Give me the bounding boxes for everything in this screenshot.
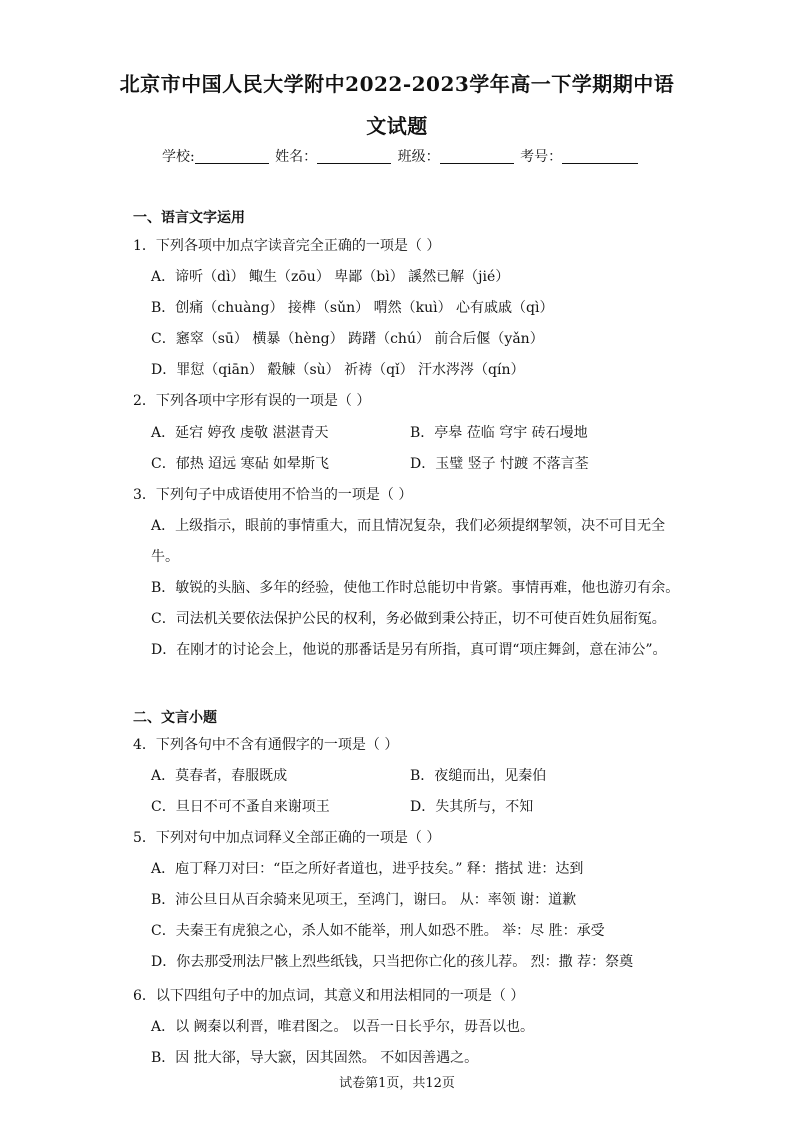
exam-title-line2: 文试题	[366, 114, 428, 138]
question-1-option-a: A．谛听（dì） 鲰生（zōu） 卑鄙（bì） 謑然已解（jié）	[151, 269, 510, 285]
class-blank[interactable]	[440, 149, 514, 164]
question-4-option-c: C．旦日不可不蚤自来谢项王	[151, 799, 330, 815]
question-2-stem: 2．下列各项中字形有误的一项是（ ）	[133, 393, 371, 409]
section2-heading: 二、文言小题	[133, 710, 217, 726]
question-3-option-c: C．司法机关要依法保护公民的权利，务必做到秉公持正，切不可使百姓负屈衔冤。	[151, 611, 666, 627]
name-label: 姓名：	[275, 149, 318, 165]
question-5-option-d: D．你去那受刑法尸骸上烈些纸钱，只当把你亡化的孩儿荐。 烈：撒 荐：祭奠	[151, 954, 634, 970]
question-3-option-a: A．上级指示，眼前的事情重大，而且情况复杂，我们必须提纲挈领，决不可目无全	[151, 518, 666, 534]
question-4-option-b: B．夜缒而出，见秦伯	[410, 768, 547, 784]
exam-title-line1: 北京市中国人民大学附中2022-2023学年高一下学期期中语	[119, 72, 675, 96]
question-3-option-b: B．敏锐的头脑、多年的经验，使他工作时总能切中肯綮。事情再难，他也游刃有余。	[151, 580, 680, 596]
question-4-stem: 4．下列各句中不含有通假字的一项是（ ）	[133, 737, 399, 753]
question-3-option-d: D．在刚才的讨论会上，他说的那番话是另有所指，真可谓“项庄舞剑，意在沛公”。	[151, 642, 667, 658]
question-1-stem: 1．下列各项中加点字读音完全正确的一项是（ ）	[133, 238, 441, 254]
section1-heading: 一、语言文字运用	[133, 210, 245, 226]
school-label: 学校:	[162, 149, 195, 165]
question-5-option-b: B．沛公旦日从百余骑来见项王，至鸿门，谢曰。 从：率领 谢：道歉	[151, 892, 577, 908]
question-3-stem: 3．下列句子中成语使用不恰当的一项是（ ）	[133, 487, 413, 503]
class-label: 班级：	[397, 149, 440, 165]
question-4-option-d: D．失其所与，不知	[410, 799, 534, 815]
question-3-option-a-cont: 牛。	[151, 549, 179, 565]
question-4-option-a: A．莫春者，春服既成	[151, 768, 288, 784]
name-blank[interactable]	[317, 149, 391, 164]
question-2-option-b: B．亭皋 莅临 穹宇 砖石墁地	[410, 425, 588, 441]
number-blank[interactable]	[562, 149, 638, 164]
question-1-option-d: D．罪愆（qiān） 觳觫（sù） 祈祷（qǐ） 汗水涔涔（qín）	[151, 362, 525, 378]
question-5-option-a: A．庖丁释刀对曰：“臣之所好者道也，进乎技矣。” 释：揩拭 进：达到	[151, 861, 584, 877]
school-blank[interactable]	[195, 149, 269, 164]
question-6-option-a: A．以 阙秦以利晋，唯君图之。 以吾一日长乎尔，毋吾以也。	[151, 1019, 535, 1035]
question-6-option-b: B．因 批大郤，导大窾，因其固然。 不如因善遇之。	[151, 1050, 479, 1066]
student-info-line	[162, 146, 640, 166]
question-2-option-d: D．玉璧 竖子 忖踱 不落言荃	[410, 456, 589, 472]
question-6-stem: 6．以下四组句子中的加点词，其意义和用法相同的一项是（ ）	[133, 988, 525, 1004]
question-5-option-c: C．夫秦王有虎狼之心，杀人如不能举，刑人如恐不胜。 举：尽 胜：承受	[151, 923, 605, 939]
question-2-option-a: A．延宕 婷孜 虔敬 湛湛青天	[151, 425, 329, 441]
number-label: 考号：	[520, 149, 563, 165]
page-footer: 试卷第1页，共12页	[339, 1076, 455, 1091]
question-1-option-c: C．窸窣（sū） 横暴（hèng） 踌躇（chú） 前合后偃（yǎn）	[151, 331, 544, 347]
question-5-stem: 5．下列对句中加点词释义全部正确的一项是（ ）	[133, 830, 441, 846]
question-2-option-c: C．郁热 迢远 寒砧 如晕斯飞	[151, 456, 330, 472]
question-1-option-b: B．创痛（chuàng） 接榫（sǔn） 喟然（kuì） 心有戚戚（qì）	[151, 300, 554, 316]
